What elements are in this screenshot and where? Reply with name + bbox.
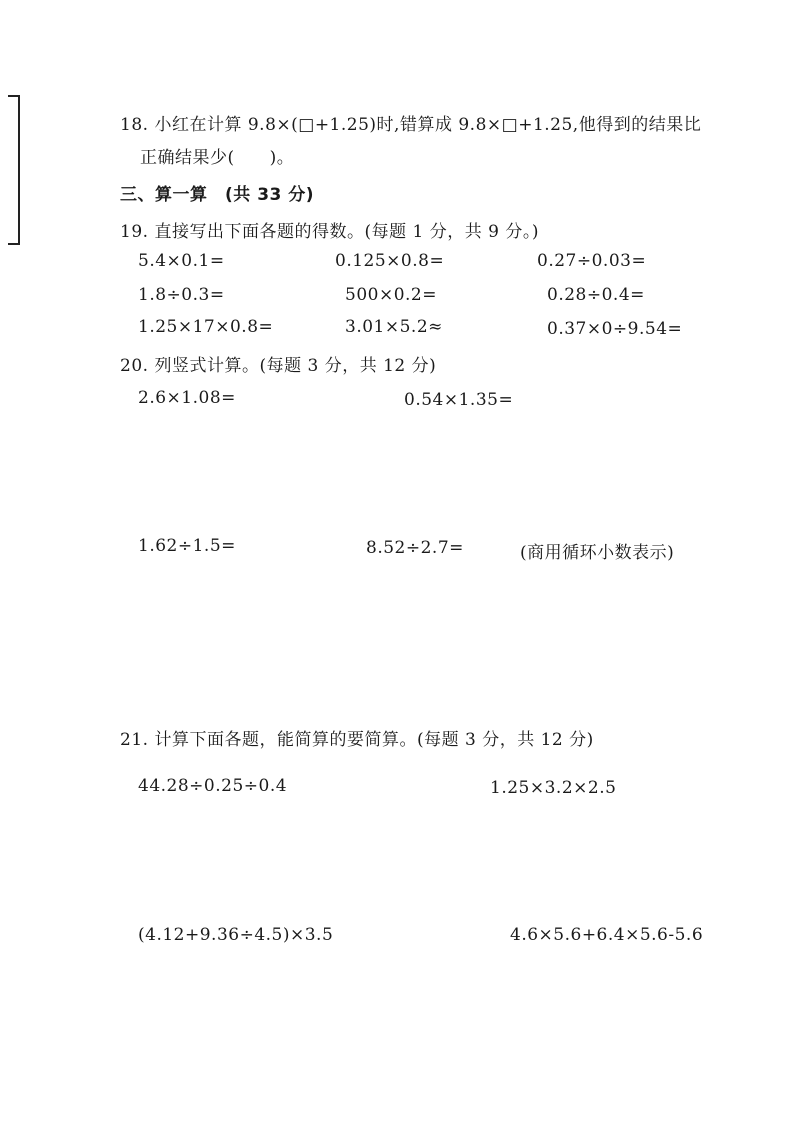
q21-item: 1.25×3.2×2.5 (490, 778, 617, 798)
q19-item: 500×0.2= (345, 285, 437, 305)
q20-item: 1.62÷1.5= (138, 536, 236, 556)
q19-item: 5.4×0.1= (138, 251, 225, 271)
q20-note: (商用循环小数表示) (520, 543, 675, 563)
q19-item: 3.01×5.2≈ (345, 317, 443, 337)
q19-item: 1.8÷0.3= (138, 285, 225, 305)
q19-item: 0.27÷0.03= (537, 251, 647, 271)
q20-item: 8.52÷2.7= (366, 538, 464, 558)
q20-title: 20. 列竖式计算。(每题 3 分，共 12 分) (120, 356, 437, 376)
q20-item: 0.54×1.35= (404, 390, 514, 410)
q19-title: 19. 直接写出下面各题的得数。(每题 1 分，共 9 分。) (120, 222, 539, 242)
q18-line2: 正确结果少( )。 (140, 148, 295, 168)
q21-item: (4.12+9.36÷4.5)×3.5 (138, 925, 334, 945)
q19-item: 0.28÷0.4= (547, 285, 645, 305)
q21-title: 21. 计算下面各题，能简算的要简算。(每题 3 分，共 12 分) (120, 730, 594, 750)
section-title: 三、算一算 (共 33 分) (120, 185, 315, 205)
q19-item: 1.25×17×0.8= (138, 317, 274, 337)
binding-bracket (8, 95, 20, 245)
q21-item: 44.28÷0.25÷0.4 (138, 776, 288, 796)
q19-item: 0.125×0.8= (335, 251, 445, 271)
q20-item: 2.6×1.08= (138, 388, 236, 408)
q19-item: 0.37×0÷9.54= (547, 319, 683, 339)
q21-item: 4.6×5.6+6.4×5.6-5.6 (510, 925, 704, 945)
q18-line1: 18. 小红在计算 9.8×(□+1.25)时,错算成 9.8×□+1.25,他得到的结果比 (120, 115, 702, 135)
